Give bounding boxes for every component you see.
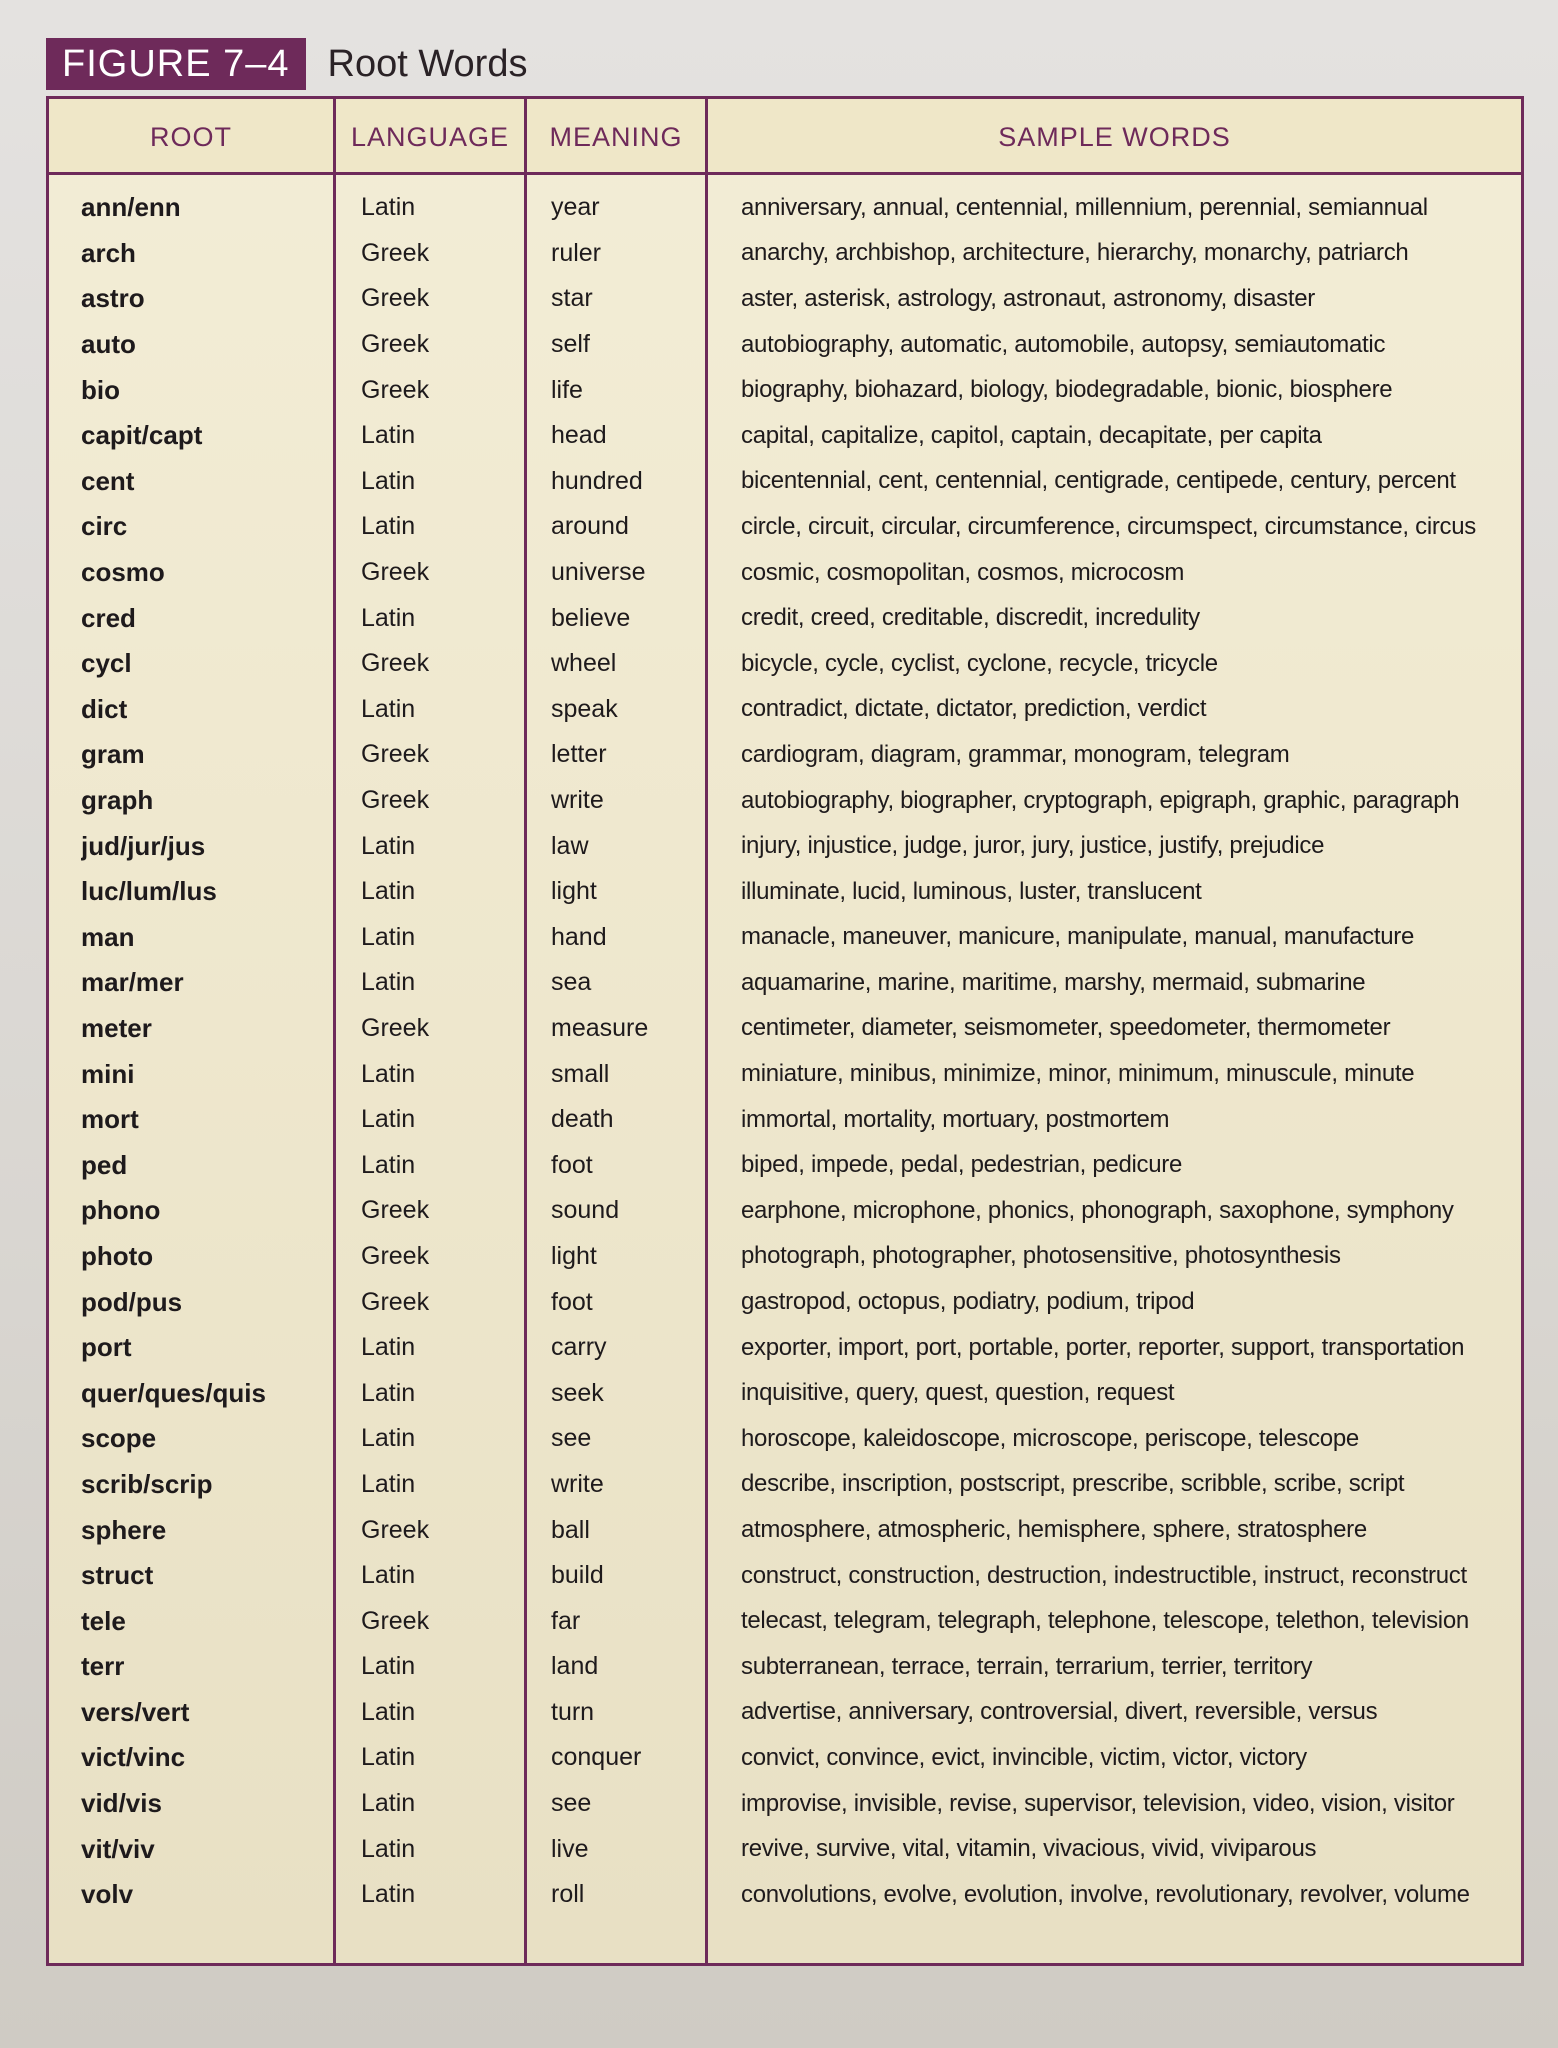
table-row	[49, 1370, 1521, 1416]
table-row	[49, 1872, 1521, 1918]
table-row	[49, 595, 1521, 641]
meaning-cell: seek	[551, 1378, 604, 1407]
table-row	[49, 459, 1521, 505]
meaning-cell: hand	[551, 922, 607, 951]
table-row	[49, 367, 1521, 413]
meaning-cell: roll	[551, 1880, 585, 1909]
table-row	[49, 504, 1521, 550]
meaning-cell: far	[551, 1606, 581, 1635]
language-cell: Latin	[361, 1652, 416, 1681]
root-cell: meter	[81, 1012, 152, 1043]
meaning-cell: build	[551, 1561, 604, 1590]
language-cell: Latin	[361, 1561, 416, 1590]
table-row	[49, 276, 1521, 322]
root-cell: phono	[81, 1195, 161, 1226]
table-header-row	[49, 99, 1521, 175]
sample-words-cell: biped, impede, pedal, pedestrian, pedicure	[741, 1151, 1183, 1179]
root-cell: quer/ques/quis	[81, 1377, 266, 1408]
meaning-cell: land	[551, 1652, 599, 1681]
root-cell: circ	[81, 511, 128, 542]
table-row	[49, 1279, 1521, 1325]
root-cell: ped	[81, 1149, 128, 1180]
table-row	[49, 1690, 1521, 1736]
root-words-table	[46, 96, 1524, 1966]
language-cell: Latin	[361, 1378, 416, 1407]
meaning-cell: foot	[551, 1287, 593, 1316]
table-row	[49, 1507, 1521, 1553]
sample-words-cell: autobiography, biographer, cryptograph, epigraph, graphic, paragraph	[741, 786, 1460, 814]
root-cell: vid/vis	[81, 1788, 162, 1819]
sample-words-cell: contradict, dictate, dictator, prediction, verdict	[741, 695, 1207, 723]
sample-words-cell: biography, biohazard, biology, biodegradable, bionic, biosphere	[741, 376, 1393, 404]
meaning-cell: speak	[551, 694, 618, 723]
language-cell: Greek	[361, 558, 430, 587]
language-cell: Greek	[361, 740, 430, 769]
sample-words-cell: anarchy, archbishop, architecture, hierarchy, monarchy, patriarch	[741, 239, 1409, 267]
language-cell: Greek	[361, 649, 430, 678]
meaning-cell: ball	[551, 1515, 590, 1544]
root-cell: jud/jur/jus	[81, 830, 206, 861]
table-row	[49, 1462, 1521, 1508]
table-row	[49, 1644, 1521, 1690]
table-row	[49, 1598, 1521, 1644]
sample-words-cell: horoscope, kaleidoscope, microscope, periscope, telescope	[741, 1424, 1359, 1452]
meaning-cell: death	[551, 1105, 614, 1134]
column-header-sample-words: SAMPLE WORDS	[998, 121, 1231, 152]
table-row	[49, 413, 1521, 459]
root-cell: gram	[81, 739, 145, 770]
meaning-cell: write	[551, 1469, 604, 1498]
meaning-cell: turn	[551, 1697, 595, 1726]
sample-words-cell: photograph, photographer, photosensitive, photosynthesis	[741, 1242, 1341, 1270]
meaning-cell: sound	[551, 1196, 620, 1225]
language-cell: Latin	[361, 1880, 416, 1909]
table-row	[49, 915, 1521, 961]
meaning-cell: conquer	[551, 1743, 642, 1772]
table-row	[49, 1234, 1521, 1280]
language-cell: Greek	[361, 330, 430, 359]
table-row	[49, 732, 1521, 778]
meaning-cell: head	[551, 421, 607, 450]
language-cell: Latin	[361, 1105, 416, 1134]
root-cell: ann/enn	[81, 192, 181, 223]
meaning-cell: year	[551, 193, 600, 222]
root-cell: vict/vinc	[81, 1742, 186, 1773]
root-cell: luc/lum/lus	[81, 876, 217, 907]
language-cell: Latin	[361, 512, 416, 541]
language-cell: Latin	[361, 421, 416, 450]
root-cell: photo	[81, 1240, 154, 1271]
sample-words-cell: convolutions, evolve, evolution, involve, revolutionary, revolver, volume	[741, 1880, 1470, 1908]
root-cell: vit/viv	[81, 1833, 155, 1864]
root-cell: dict	[81, 693, 128, 724]
language-cell: Latin	[361, 1150, 416, 1179]
root-cell: volv	[81, 1879, 134, 1910]
sample-words-cell: immortal, mortality, mortuary, postmortem	[741, 1105, 1170, 1133]
root-cell: scope	[81, 1423, 157, 1454]
sample-words-cell: subterranean, terrace, terrain, terrarium, terrier, territory	[741, 1652, 1313, 1680]
root-cell: mini	[81, 1058, 135, 1089]
root-cell: tele	[81, 1605, 126, 1636]
meaning-cell: see	[551, 1789, 592, 1818]
language-cell: Latin	[361, 1834, 416, 1863]
sample-words-cell: illuminate, lucid, luminous, luster, translucent	[741, 877, 1202, 905]
sample-words-cell: improvise, invisible, revise, supervisor, television, video, vision, visitor	[741, 1789, 1455, 1817]
table-row	[49, 1735, 1521, 1781]
root-cell: mar/mer	[81, 967, 184, 998]
sample-words-cell: injury, injustice, judge, juror, jury, justice, justify, prejudice	[741, 832, 1325, 860]
root-cell: cycl	[81, 648, 132, 679]
table-row	[49, 778, 1521, 824]
sample-words-cell: describe, inscription, postscript, prescribe, scribble, scribe, script	[741, 1470, 1405, 1498]
sample-words-cell: exporter, import, port, portable, porter, reporter, support, transportation	[741, 1333, 1465, 1361]
figure-label: FIGURE 7–4	[46, 38, 306, 90]
sample-words-cell: miniature, minibus, minimize, minor, minimum, minuscule, minute	[741, 1060, 1415, 1088]
sample-words-cell: cosmic, cosmopolitan, cosmos, microcosm	[741, 558, 1185, 586]
table-body	[49, 185, 1521, 1918]
root-cell: pod/pus	[81, 1286, 183, 1317]
meaning-cell: write	[551, 786, 604, 815]
sample-words-cell: cardiogram, diagram, grammar, monogram, telegram	[741, 740, 1290, 768]
language-cell: Latin	[361, 694, 416, 723]
sample-words-cell: aster, asterisk, astrology, astronaut, astronomy, disaster	[741, 284, 1315, 312]
meaning-cell: small	[551, 1059, 610, 1088]
table-row	[49, 1097, 1521, 1143]
sample-words-cell: credit, creed, creditable, discredit, incredulity	[741, 604, 1200, 632]
meaning-cell: light	[551, 877, 597, 906]
language-cell: Latin	[361, 1059, 416, 1088]
language-cell: Latin	[361, 922, 416, 951]
sample-words-cell: convict, convince, evict, invincible, victim, victor, victory	[741, 1743, 1307, 1771]
root-cell: astro	[81, 283, 145, 314]
meaning-cell: see	[551, 1424, 592, 1453]
root-cell: port	[81, 1332, 132, 1363]
root-cell: cent	[81, 465, 135, 496]
language-cell: Latin	[361, 831, 416, 860]
language-cell: Latin	[361, 877, 416, 906]
meaning-cell: universe	[551, 558, 646, 587]
root-cell: struct	[81, 1560, 154, 1591]
language-cell: Greek	[361, 1241, 430, 1270]
sample-words-cell: gastropod, octopus, podiatry, podium, tripod	[741, 1288, 1195, 1316]
sample-words-cell: earphone, microphone, phonics, phonograph, saxophone, symphony	[741, 1196, 1454, 1224]
meaning-cell: wheel	[551, 649, 617, 678]
root-cell: cosmo	[81, 557, 165, 588]
meaning-cell: light	[551, 1241, 597, 1270]
language-cell: Greek	[361, 1287, 430, 1316]
root-cell: mort	[81, 1104, 139, 1135]
sample-words-cell: autobiography, automatic, automobile, autopsy, semiautomatic	[741, 330, 1386, 358]
meaning-cell: law	[551, 831, 589, 860]
meaning-cell: hundred	[551, 466, 643, 495]
table-row	[49, 641, 1521, 687]
root-cell: cred	[81, 602, 136, 633]
table-row	[49, 550, 1521, 596]
sample-words-cell: revive, survive, vital, vitamin, vivacious, vivid, viviparous	[741, 1835, 1317, 1863]
language-cell: Greek	[361, 238, 430, 267]
sample-words-cell: circle, circuit, circular, circumference, circumspect, circumstance, circus	[741, 512, 1477, 540]
table-row	[49, 1006, 1521, 1052]
table-row	[49, 322, 1521, 368]
column-header-language: LANGUAGE	[350, 121, 510, 152]
table-row	[49, 1325, 1521, 1371]
language-cell: Latin	[361, 968, 416, 997]
sample-words-cell: telecast, telegram, telegraph, telephone, telescope, telethon, television	[741, 1607, 1469, 1635]
root-cell: bio	[81, 374, 120, 405]
table-row	[49, 1188, 1521, 1234]
language-cell: Latin	[361, 1424, 416, 1453]
language-cell: Latin	[361, 466, 416, 495]
root-cell: graph	[81, 785, 154, 816]
column-header-meaning: MEANING	[549, 121, 683, 152]
meaning-cell: self	[551, 330, 590, 359]
language-cell: Greek	[361, 786, 430, 815]
root-cell: sphere	[81, 1514, 167, 1545]
table-row	[49, 687, 1521, 733]
figure-header	[46, 36, 527, 92]
sample-words-cell: atmosphere, atmospheric, hemisphere, sphere, stratosphere	[741, 1516, 1367, 1544]
language-cell: Latin	[361, 1469, 416, 1498]
root-cell: terr	[81, 1651, 125, 1682]
language-cell: Latin	[361, 603, 416, 632]
table-row	[49, 1416, 1521, 1462]
sample-words-cell: manacle, maneuver, manicure, manipulate, manual, manufacture	[741, 923, 1415, 951]
sample-words-cell: centimeter, diameter, seismometer, speedometer, thermometer	[741, 1014, 1391, 1042]
language-cell: Greek	[361, 1196, 430, 1225]
sample-words-cell: aquamarine, marine, maritime, marshy, mermaid, submarine	[741, 968, 1366, 996]
table-row	[49, 231, 1521, 277]
sample-words-cell: bicycle, cycle, cyclist, cyclone, recycle, tricycle	[741, 649, 1218, 677]
root-cell: auto	[81, 329, 136, 360]
table-row	[49, 869, 1521, 915]
sample-words-cell: capital, capitalize, capitol, captain, decapitate, per capita	[741, 421, 1322, 449]
meaning-cell: foot	[551, 1150, 593, 1179]
table-row	[49, 960, 1521, 1006]
language-cell: Latin	[361, 1789, 416, 1818]
root-cell: vers/vert	[81, 1696, 190, 1727]
language-cell: Latin	[361, 193, 416, 222]
meaning-cell: around	[551, 512, 629, 541]
table-row	[49, 823, 1521, 869]
root-cell: arch	[81, 237, 136, 268]
table-row	[49, 1051, 1521, 1097]
language-cell: Greek	[361, 1515, 430, 1544]
sample-words-cell: construct, construction, destruction, indestructible, instruct, reconstruct	[741, 1561, 1467, 1589]
meaning-cell: measure	[551, 1013, 649, 1042]
meaning-cell: letter	[551, 740, 607, 769]
language-cell: Greek	[361, 1606, 430, 1635]
meaning-cell: ruler	[551, 238, 602, 267]
language-cell: Latin	[361, 1333, 416, 1362]
sample-words-cell: bicentennial, cent, centennial, centigrade, centipede, century, percent	[741, 467, 1456, 495]
sample-words-cell: advertise, anniversary, controversial, divert, reversible, versus	[741, 1698, 1378, 1726]
root-cell: man	[81, 921, 135, 952]
root-cell: scrib/scrip	[81, 1468, 213, 1499]
meaning-cell: believe	[551, 603, 631, 632]
table-row	[49, 1781, 1521, 1827]
figure-title: Root Words	[327, 42, 528, 85]
language-cell: Latin	[361, 1697, 416, 1726]
column-header-root: ROOT	[150, 121, 232, 152]
meaning-cell: carry	[551, 1333, 607, 1362]
sample-words-cell: inquisitive, query, quest, question, request	[741, 1379, 1175, 1407]
table-row	[49, 1142, 1521, 1188]
meaning-cell: life	[551, 375, 583, 404]
table-row	[49, 1826, 1521, 1872]
sample-words-cell: anniversary, annual, centennial, millennium, perennial, semiannual	[741, 193, 1428, 221]
meaning-cell: live	[551, 1834, 589, 1863]
root-cell: capit/capt	[81, 420, 203, 451]
language-cell: Greek	[361, 375, 430, 404]
language-cell: Greek	[361, 284, 430, 313]
meaning-cell: star	[551, 284, 593, 313]
meaning-cell: sea	[551, 968, 592, 997]
language-cell: Latin	[361, 1743, 416, 1772]
language-cell: Greek	[361, 1013, 430, 1042]
table-row	[49, 185, 1521, 231]
table-row	[49, 1553, 1521, 1599]
